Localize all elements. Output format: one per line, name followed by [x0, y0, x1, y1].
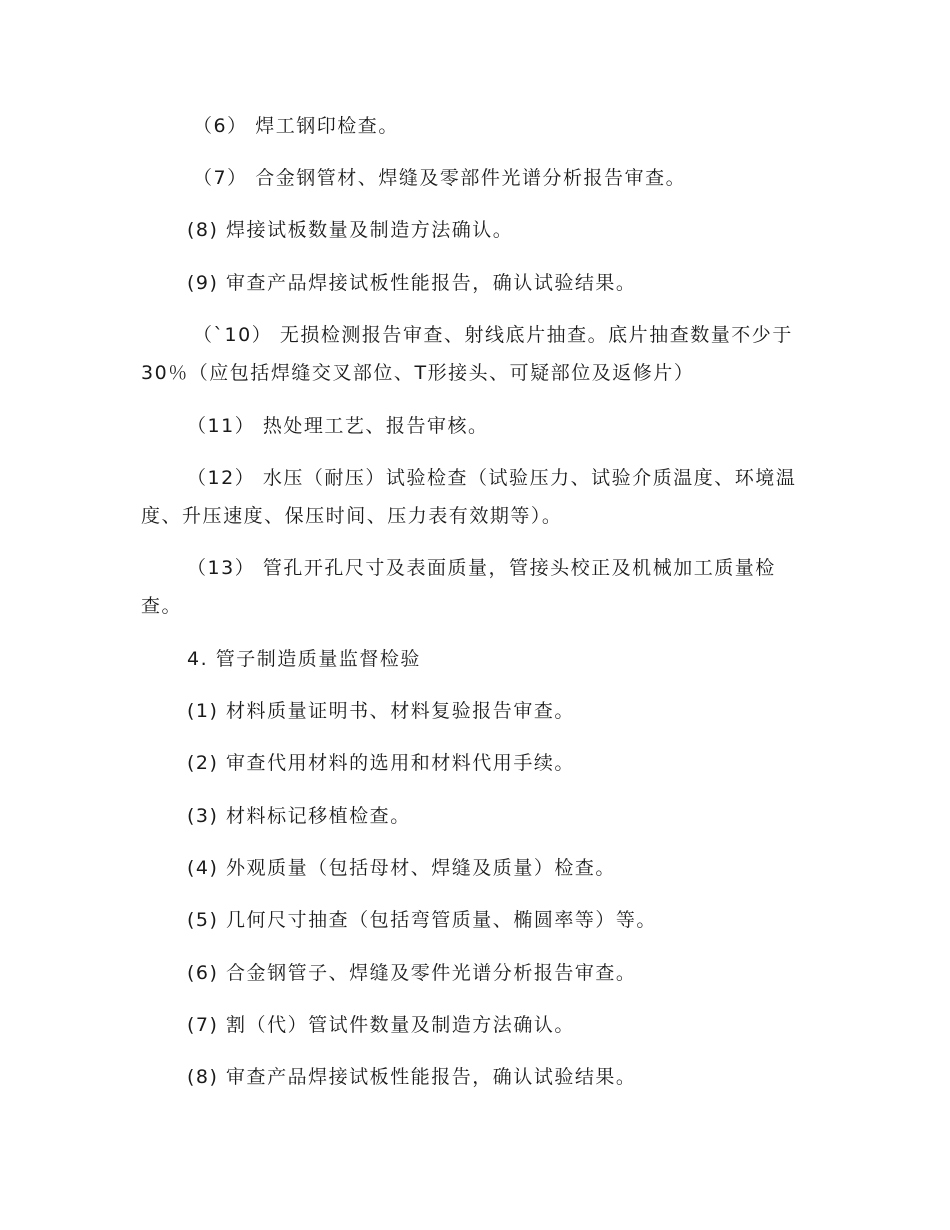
text-line: (2) 审查代用材料的选用和材料代用手续。: [187, 752, 575, 774]
text-line: (6) 合金钢管子、焊缝及零件光谱分析报告审查。: [187, 962, 637, 984]
text-line: （`10） 无损检测报告审查、射线底片抽查。底片抽查数量不少于: [193, 324, 793, 346]
text-line: (8) 审查产品焊接试板性能报告，确认试验结果。: [187, 1066, 637, 1088]
text-line: (7) 割（代）管试件数量及制造方法确认。: [187, 1014, 575, 1036]
text-line: 30％（应包括焊缝交叉部位、T形接头、可疑部位及返修片）: [141, 362, 695, 384]
text-line: (8) 焊接试板数量及制造方法确认。: [187, 219, 514, 241]
text-line: (3) 材料标记移植检查。: [187, 805, 411, 827]
text-line: (5) 几何尺寸抽查（包括弯管质量、椭圆率等）等。: [187, 909, 657, 931]
text-line: （11） 热处理工艺、报告审核。: [187, 415, 489, 437]
text-line: （12） 水压（耐压）试验检查（试验压力、试验介质温度、环境温: [187, 467, 797, 489]
text-line: （7） 合金钢管材、焊缝及零部件光谱分析报告审查。: [193, 167, 687, 189]
section-heading: 4. 管子制造质量监督检验: [187, 648, 421, 670]
text-line: (9) 审查产品焊接试板性能报告，确认试验结果。: [187, 272, 637, 294]
text-line: （6） 焊工钢印检查。: [193, 115, 399, 137]
text-line: （13） 管孔开孔尺寸及表面质量，管接头校正及机械加工质量检: [187, 557, 776, 579]
text-line: 查。: [141, 595, 183, 617]
text-line: (4) 外观质量（包括母材、焊缝及质量）检查。: [187, 857, 616, 879]
text-line: (1) 材料质量证明书、材料复验报告审查。: [187, 700, 575, 722]
text-line: 度、升压速度、保压时间、压力表有效期等）。: [141, 505, 563, 527]
